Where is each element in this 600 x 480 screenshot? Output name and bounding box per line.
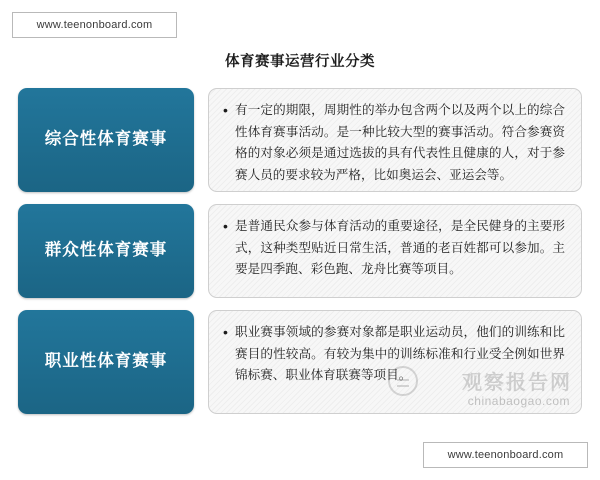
classification-diagram — [18, 80, 582, 432]
watermark-site: chinabaogao.com — [467, 394, 570, 408]
diagram-row — [18, 88, 582, 192]
category-label-box-3 — [18, 310, 194, 414]
source-url-badge-bottom: www.teenonboard.com — [423, 442, 588, 468]
category-description-3: 职业赛事领域的参赛对象都是职业运动员，他们的训练和比赛目的性较高。有较为集中的训练标准和行业受全例如世界锦标赛、职业体育联赛等项目。 — [235, 325, 565, 383]
category-description-2: 是普通民众参与体育活动的重要途径，是全民健身的主要形式，这种类型贴近日常生活，普通的老百姓都可以参加。主要是四季跑、彩色跑、龙舟比赛等项目。 — [235, 219, 565, 277]
category-description-1: 有一定的期限，周期性的举办包含两个以及两个以上的综合性体育赛事活动。是一种比较大型的赛事活动。符合参赛资格的对象必须是通过选拔的具有代表性且健康的人，对于参赛人员的要求较为严格，比如奥运会、亚运会等。 — [235, 103, 565, 182]
bullet-icon: • — [223, 102, 228, 118]
diagram-row — [18, 204, 582, 298]
watermark-name: 观察报告网 — [462, 372, 572, 394]
category-label-box-2 — [18, 204, 194, 298]
diagram-row — [18, 310, 582, 414]
bullet-icon: • — [223, 218, 228, 234]
bullet-icon: • — [223, 324, 228, 340]
category-label-1: 综合性体育赛事 — [44, 130, 168, 149]
category-label-2: 群众性体育赛事 — [44, 241, 168, 260]
category-description-box-1 — [208, 88, 582, 192]
category-description-box-2 — [208, 204, 582, 298]
category-label-box-1 — [18, 88, 194, 192]
source-url-badge-top: www.teenonboard.com — [12, 12, 177, 38]
category-label-3: 职业性体育赛事 — [44, 352, 168, 371]
category-description-box-3 — [208, 310, 582, 414]
page-title: 体育赛事运营行业分类 — [225, 54, 375, 70]
